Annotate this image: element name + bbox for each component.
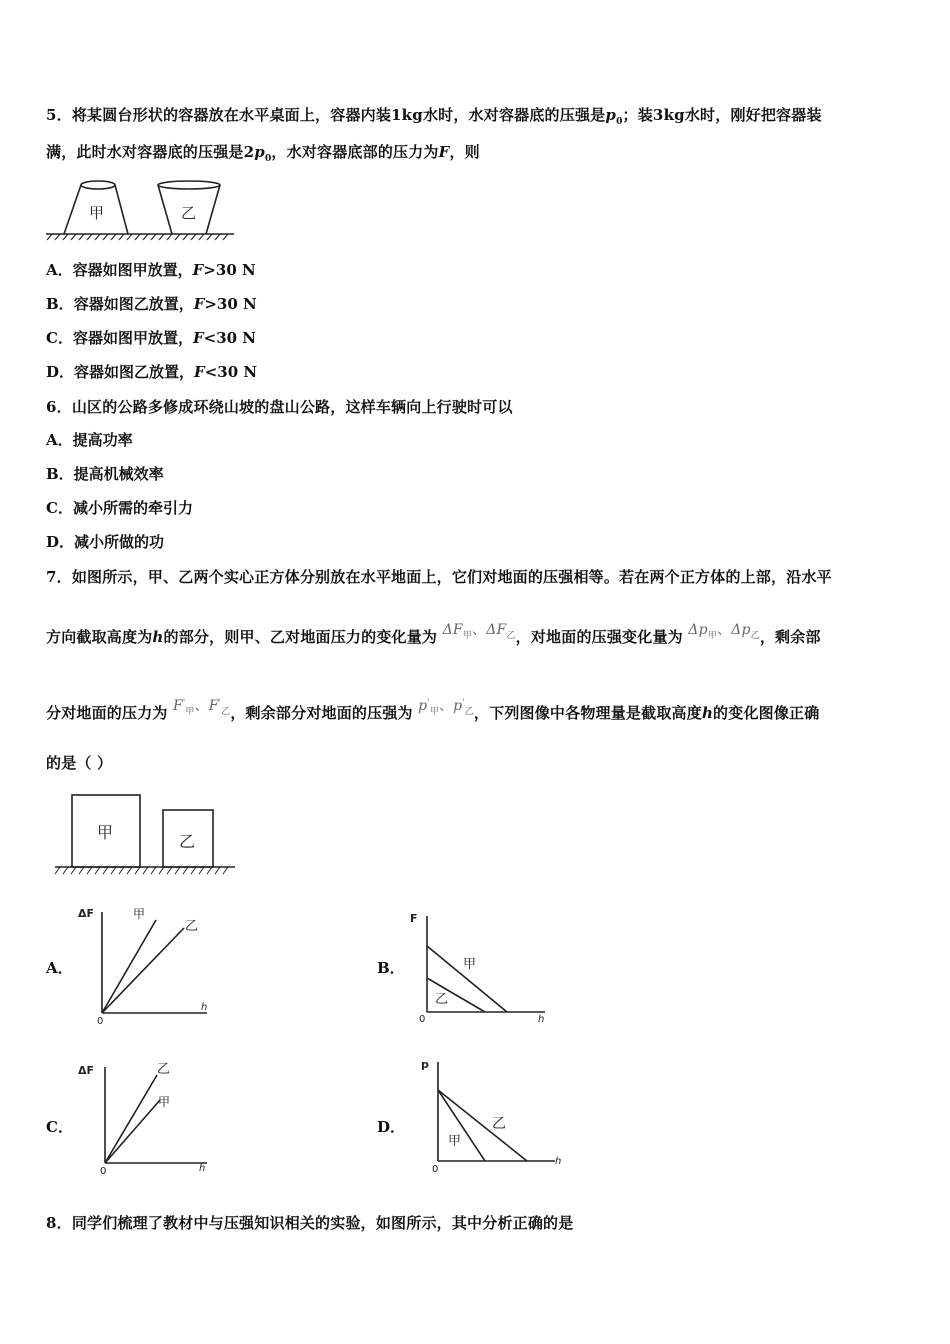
q7-option-d-letter[interactable]: D． bbox=[377, 1118, 406, 1136]
q7-option-c-letter[interactable]: C． bbox=[46, 1118, 73, 1136]
svg-text:h: h bbox=[201, 1002, 208, 1013]
q7-stem-line1: 7．如图所示，甲、乙两个实心正方体分别放在水平地面上，它们对地面的压强相等。若在两个正方体的上部，沿水平 bbox=[46, 568, 832, 586]
svg-text:ΔF: ΔF bbox=[78, 907, 95, 920]
svg-text:乙: 乙 bbox=[185, 919, 199, 934]
yi-container-top bbox=[158, 181, 220, 189]
svg-text:ΔF: ΔF bbox=[78, 1064, 95, 1077]
q5-stem-line1: 5．将某圆台形状的容器放在水平桌面上，容器内装1kg水时，水对容器底的压强是$p_0$；装3kg水时，刚好把容器装 bbox=[46, 106, 822, 127]
f-yi-prime-symbol: $F'_乙$ bbox=[208, 697, 231, 717]
jia-container-top bbox=[81, 181, 115, 189]
svg-text:h: h bbox=[555, 1156, 562, 1167]
svg-text:甲: 甲 bbox=[463, 957, 477, 972]
svg-text:乙: 乙 bbox=[492, 1116, 506, 1132]
q6-option-c[interactable]: C．减小所需的牵引力 bbox=[46, 499, 193, 517]
svg-text:p: p bbox=[421, 1058, 429, 1071]
yi-label: 乙 bbox=[181, 204, 197, 222]
q7-option-b-graph[interactable] bbox=[405, 906, 555, 1026]
q8-stem: 8．同学们梳理了教材中与压强知识相关的实验，如图所示，其中分析正确的是 bbox=[46, 1214, 574, 1232]
p-jia-prime-symbol: $p'_甲$ bbox=[418, 697, 439, 717]
q5-option-b[interactable]: B．容器如图乙放置，F>30 N bbox=[46, 295, 257, 313]
q5-option-c[interactable]: C．容器如图甲放置，F<30 N bbox=[46, 329, 257, 347]
cube-yi-label: 乙 bbox=[179, 832, 196, 851]
svg-text:h: h bbox=[538, 1014, 545, 1025]
svg-text:乙: 乙 bbox=[435, 992, 449, 1007]
jia-label: 甲 bbox=[89, 204, 105, 222]
delta-p-yi-symbol: $\Delta p_乙$ bbox=[731, 622, 760, 641]
q7-option-a-letter[interactable]: A． bbox=[46, 959, 73, 977]
svg-text:0: 0 bbox=[100, 1166, 107, 1177]
q6-option-a[interactable]: A．提高功率 bbox=[46, 431, 133, 449]
q7-option-c-graph[interactable] bbox=[75, 1055, 215, 1180]
svg-text:乙: 乙 bbox=[157, 1062, 171, 1077]
svg-text:h: h bbox=[199, 1163, 206, 1174]
q6-option-b[interactable]: B．提高机械效率 bbox=[46, 465, 164, 483]
delta-f-yi-symbol: $\Delta F_乙$ bbox=[486, 622, 516, 641]
cube-jia-label: 甲 bbox=[97, 823, 114, 842]
delta-f-jia-symbol: $\Delta F_甲$ bbox=[442, 622, 472, 641]
q5-stem-line2: 满，此时水对容器底的压强是$2p_0$，水对容器底部的压力为F，则 bbox=[46, 143, 480, 164]
delta-p-jia-symbol: $\Delta p_甲$ bbox=[688, 622, 717, 641]
svg-text:F: F bbox=[410, 912, 418, 925]
q7-option-a-graph[interactable] bbox=[75, 900, 215, 1025]
q5-container-figure bbox=[44, 176, 239, 242]
q7-option-b-letter[interactable]: B． bbox=[377, 959, 405, 977]
q6-stem: 6．山区的公路多修成环绕山坡的盘山公路，这样车辆向上行驶时可以 bbox=[46, 398, 513, 416]
q7-option-d-graph[interactable] bbox=[405, 1052, 565, 1176]
svg-text:0: 0 bbox=[432, 1164, 439, 1175]
svg-text:甲: 甲 bbox=[448, 1134, 462, 1149]
p-yi-prime-symbol: $p'_乙$ bbox=[453, 697, 474, 717]
svg-text:甲: 甲 bbox=[158, 1095, 171, 1109]
f-jia-prime-symbol: $F'_甲$ bbox=[173, 697, 195, 717]
q7-cubes-figure bbox=[50, 790, 240, 882]
q7-stem-line2: 方向截取高度为h的部分，则甲、乙对地面压力的变化量为 $\Delta F_甲$、$\Delta F_乙$，对地面的压强变化量为 $\Delta p_甲$、$\Delta p_乙$，剩余部 bbox=[46, 622, 821, 646]
svg-text:0: 0 bbox=[97, 1016, 104, 1025]
q5-option-a[interactable]: A．容器如图甲放置，F>30 N bbox=[46, 261, 256, 279]
q6-option-d[interactable]: D．减小所做的功 bbox=[46, 533, 165, 551]
svg-text:0: 0 bbox=[419, 1014, 426, 1025]
q5-option-d[interactable]: D．容器如图乙放置，F<30 N bbox=[46, 363, 258, 381]
q7-stem-line3: 分对地面的压力为 $F'_甲$、$F'_乙$，剩余部分对地面的压强为 $p'_甲$、$p'_乙$，下列图像中各物理量是截取高度h的变化图像正确 bbox=[46, 697, 820, 722]
svg-text:甲: 甲 bbox=[133, 907, 146, 921]
q7-stem-line4: 的是（ ） bbox=[46, 754, 113, 772]
